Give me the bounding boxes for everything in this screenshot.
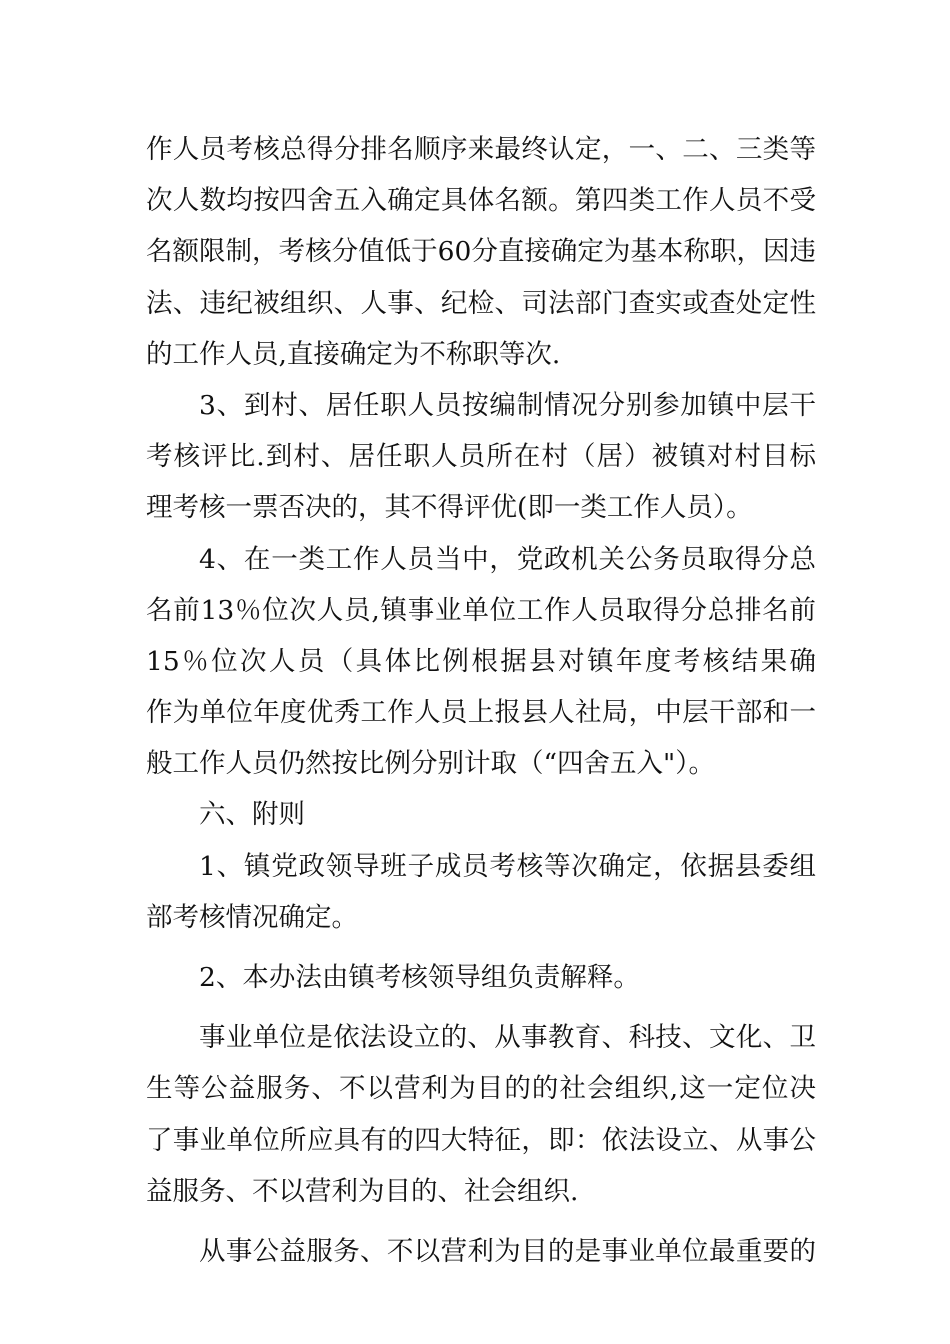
body-text-line: 了事业单位所应具有的四大特征，即：依法设立、从事公 — [146, 1124, 816, 1156]
body-text-line: 益服务、不以营利为目的、社会组织. — [146, 1175, 579, 1207]
body-text-line: 1、镇党政领导班子成员考核等次确定，依据县委组 — [199, 850, 816, 882]
body-text-line: 2、本办法由镇考核领导组负责解释。 — [199, 962, 640, 993]
document-body — [146, 124, 816, 1277]
body-text-line: 名额限制，考核分值低于60分直接确定为基本称职，因违 — [146, 236, 816, 268]
body-text-line: 六、附则 — [199, 799, 305, 831]
body-text-line: 理考核一票否决的，其不得评优(即一类工作人员）。 — [146, 492, 753, 524]
body-text-line: 4、在一类工作人员当中，党政机关公务员取得分总 — [199, 543, 816, 575]
body-text-line: 考核评比.到村、居任职人员所在村（居）被镇对村目标 — [146, 441, 816, 473]
body-text-line: 作为单位年度优秀工作人员上报县人社局，中层干部和一 — [146, 697, 816, 729]
body-text-line: 事业单位是依法设立的、从事教育、科技、文化、卫 — [199, 1022, 816, 1054]
body-text-line: 次人数均按四舍五入确定具体名额。第四类工作人员不受 — [146, 185, 816, 217]
body-text-line: 从事公益服务、不以营利为目的是事业单位最重要的 — [199, 1235, 816, 1267]
body-text-line: 部考核情况确定。 — [146, 901, 358, 933]
body-text-line: 生等公益服务、不以营利为目的的社会组织,这一定位决 — [146, 1073, 816, 1105]
body-text-line: 般工作人员仍然按比例分别计取（“四舍五入"）。 — [146, 748, 715, 780]
body-text-line: 15％位次人员（具体比例根据县对镇年度考核结果确 — [146, 645, 816, 677]
body-text-line: 3、到村、居任职人员按编制情况分别参加镇中层干 — [199, 389, 816, 421]
body-text-line: 的工作人员,直接确定为不称职等次. — [146, 338, 561, 370]
body-text-line: 名前13％位次人员,镇事业单位工作人员取得分总排名前 — [146, 594, 816, 626]
body-text-line: 法、违纪被组织、人事、纪检、司法部门查实或查处定性 — [146, 287, 816, 319]
body-text-line: 作人员考核总得分排名顺序来最终认定，一、二、三类等 — [146, 134, 816, 165]
